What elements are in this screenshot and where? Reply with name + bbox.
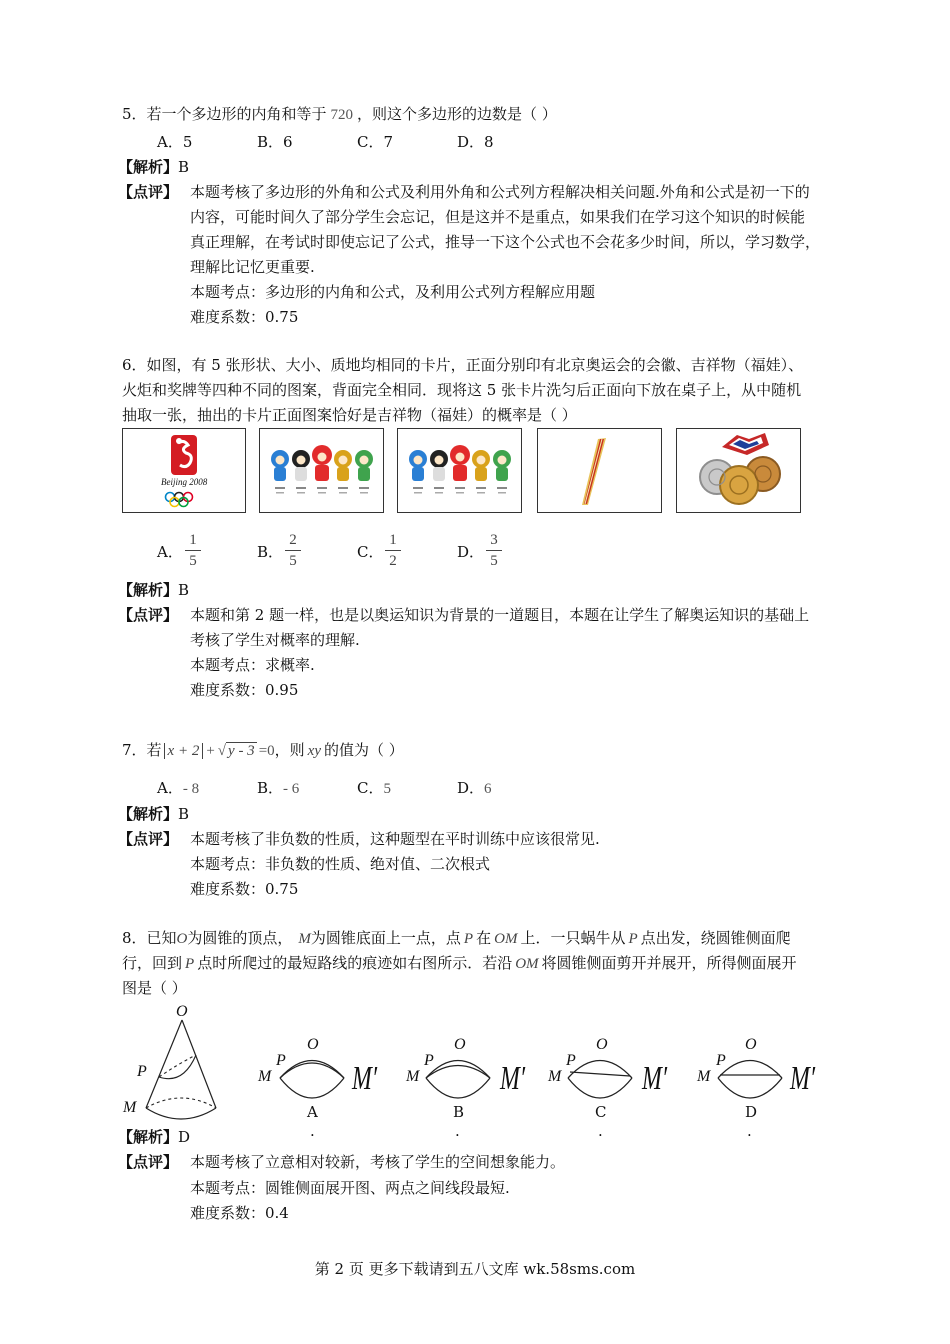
fuwa-mascots-icon — [260, 429, 383, 512]
option-a-label-o: O — [307, 1036, 319, 1053]
cone-label-p: P — [137, 1063, 147, 1080]
option-d-label-mprime: M′ — [790, 1060, 816, 1097]
q7-option-b — [257, 777, 299, 798]
q6-stem-line: 6．如图，有 5 张形状、大小、质地均相同的卡片，正面分别印有北京奥运会的会徽、吉祥物（福娃）、 — [122, 356, 804, 374]
q6-stem-line: 火炬和奖牌等四种不同的图案，背面完全相同．现将这 5 张卡片洗匀后正面向下放在桌子上，从中随机 — [122, 381, 802, 399]
option-c-dot: . — [598, 1122, 603, 1140]
q5-option-a: A．5 — [157, 133, 193, 151]
q7-stem-text-b: ，则 — [274, 741, 305, 759]
option-value: 5 — [383, 781, 391, 797]
emblem-text: Beijing 2008 — [161, 477, 208, 487]
cone-label-o: O — [176, 1003, 188, 1020]
option-b-label-m: M — [406, 1068, 420, 1085]
fraction-bar — [385, 550, 401, 551]
analysis-value: B — [178, 158, 190, 176]
q8-var-om: OM — [494, 931, 518, 947]
q5-points: 本题考点：多边形的内角和公式，及利用公式列方程解应用题 — [190, 283, 596, 301]
option-c-label-p: P — [566, 1052, 576, 1069]
option-d-label-o: O — [745, 1036, 757, 1053]
q8-stem-line2 — [122, 953, 797, 974]
fraction-denominator: 5 — [490, 553, 498, 569]
analysis-label: 【解析】 — [118, 581, 179, 599]
q5-review-label: 【点评】 — [118, 183, 179, 201]
fraction-bar — [486, 550, 502, 551]
q6-review-line: 考核了学生对概率的理解. — [190, 631, 360, 649]
fraction-bar — [185, 550, 201, 551]
q7-stem — [122, 740, 404, 761]
option-b-letter: B — [453, 1103, 465, 1121]
cone-label-m: M — [123, 1099, 137, 1116]
fraction-denominator: 5 — [289, 553, 297, 569]
q7-option-c — [357, 777, 391, 798]
analysis-value: D — [178, 1128, 191, 1146]
q8-var-p: P — [628, 931, 638, 947]
fraction-denominator: 5 — [189, 553, 197, 569]
card-torch — [537, 428, 662, 513]
q8-review-label: 【点评】 — [118, 1153, 179, 1171]
q6-option-d-fraction — [486, 531, 502, 570]
q7-points: 本题考点：非负数的性质、绝对值、二次根式 — [190, 855, 491, 873]
fraction-denominator: 2 — [389, 553, 397, 569]
q8-text: 点出发，绕圆锥侧面爬 — [640, 929, 791, 947]
option-value: - 6 — [283, 781, 300, 797]
q6-stem-line: 抽取一张，抽出的卡片正面图案恰好是吉祥物（福娃）的概率是（ ） — [122, 406, 577, 424]
q5-option-b: B．6 — [257, 133, 293, 151]
card-mascots-2 — [397, 428, 522, 513]
q6-option-c-fraction — [385, 531, 401, 570]
q5-review-line: 本题考核了多边形的外角和公式及利用外角和公式列方程解决相关问题.外角和公式是初一下的 — [190, 183, 810, 201]
option-a-label-p: P — [276, 1052, 286, 1069]
option-c-label-mprime: M′ — [642, 1060, 668, 1097]
q6-analysis — [118, 580, 189, 600]
q8-stem-line1 — [122, 928, 791, 949]
q8-difficulty: 难度系数：0.4 — [190, 1204, 289, 1222]
beijing-emblem-icon — [123, 429, 245, 512]
q6-option-c-label: C． — [357, 543, 384, 561]
q8-text: 为圆锥底面上一点，点 — [310, 929, 461, 947]
q7-analysis — [118, 804, 189, 824]
q5-angle-value: 720 — [330, 107, 354, 123]
fraction-numerator: 1 — [189, 532, 197, 548]
q6-option-d-label: D． — [457, 543, 485, 561]
page-footer: 第 2 页 更多下载请到五八文库 wk.58sms.com — [314, 1260, 636, 1278]
q7-option-d — [457, 777, 492, 798]
analysis-label: 【解析】 — [118, 1128, 179, 1146]
q8-text: 点时所爬过的最短路线的痕迹如右图所示．若沿 — [197, 954, 513, 972]
torch-icon — [538, 429, 661, 512]
fraction-numerator: 3 — [490, 532, 498, 548]
option-d-dot: . — [747, 1122, 752, 1140]
q7-difficulty: 难度系数：0.75 — [190, 880, 299, 898]
q6-option-a-fraction — [185, 531, 201, 570]
fraction-numerator: 2 — [289, 532, 297, 548]
q8-stem-line3: 图是（ ） — [122, 979, 187, 997]
q7-xy: xy — [307, 743, 321, 759]
option-d-label-m: M — [697, 1068, 711, 1085]
analysis-label: 【解析】 — [118, 158, 179, 176]
q8-text: 上．一只蜗牛从 — [520, 929, 626, 947]
q5-stem-text: 5．若一个多边形的内角和等于 — [122, 105, 327, 123]
card-mascots-1 — [259, 428, 384, 513]
card-emblem — [122, 428, 246, 513]
q8-text: 在 — [476, 929, 492, 947]
card-medals — [676, 428, 801, 513]
option-label: D． — [457, 779, 485, 797]
q7-stem-text-c: 的值为（ ） — [324, 741, 404, 759]
q6-review-label: 【点评】 — [118, 606, 179, 624]
analysis-value: B — [178, 805, 190, 823]
q8-analysis — [118, 1127, 190, 1147]
q7-equals: =0 — [258, 743, 275, 759]
option-c-label-o: O — [596, 1036, 608, 1053]
q5-review-line: 真正理解，在考试时即使忘记了公式，推导一下这个公式也不会花多少时间，所以，学习数学， — [190, 233, 821, 251]
option-label: B． — [257, 779, 284, 797]
q8-text: 行，回到 — [122, 954, 183, 972]
q8-text: 为圆锥的顶点， — [187, 929, 293, 947]
option-value: - 8 — [182, 781, 200, 797]
option-d-letter: D — [745, 1103, 758, 1121]
option-a-dot: . — [310, 1122, 315, 1140]
q5-analysis — [118, 157, 189, 177]
q6-option-b-fraction — [285, 531, 301, 570]
option-b-label-o: O — [454, 1036, 466, 1053]
option-label: A． — [157, 779, 183, 797]
q8-var-om: OM — [515, 956, 539, 972]
option-c-letter: C — [595, 1103, 607, 1121]
q5-review-line: 理解比记忆更重要. — [190, 258, 315, 276]
fraction-bar — [285, 550, 301, 551]
q6-option-a-label: A． — [157, 543, 183, 561]
q6-difficulty: 难度系数：0.95 — [190, 681, 299, 699]
q7-stem-text: 7．若 — [122, 741, 162, 759]
q7-sqrt-expr: y - 3 — [228, 743, 255, 759]
q7-option-a — [157, 777, 199, 798]
option-a-letter: A — [307, 1103, 318, 1121]
q8-points: 本题考点：圆锥侧面展开图、两点之间线段最短. — [190, 1179, 510, 1197]
q7-absolute-value: x + 2 — [164, 743, 204, 759]
q5-stem-text-b: ，则这个多边形的边数是（ ） — [357, 105, 557, 123]
q5-difficulty: 难度系数：0.75 — [190, 308, 299, 326]
q8-var-p: P — [185, 956, 195, 972]
option-c-label-m: M — [548, 1068, 562, 1085]
q6-review-line: 本题和第 2 题一样，也是以奥运知识为背景的一道题目，本题在让学生了解奥运知识的基础上 — [190, 606, 810, 624]
q5-stem — [122, 104, 557, 125]
analysis-label: 【解析】 — [118, 805, 179, 823]
q8-var-m: M — [298, 931, 311, 947]
option-b-label-p: P — [424, 1052, 434, 1069]
q5-option-d: D．8 — [457, 133, 494, 151]
option-b-label-mprime: M′ — [500, 1060, 526, 1097]
option-d-label-p: P — [716, 1052, 726, 1069]
q6-option-b-label: B． — [257, 543, 284, 561]
q5-option-c: C．7 — [357, 133, 394, 151]
option-b-dot: . — [455, 1122, 460, 1140]
option-label: C． — [357, 779, 384, 797]
option-value: 6 — [484, 781, 492, 797]
q6-points: 本题考点：求概率. — [190, 656, 315, 674]
fraction-numerator: 1 — [389, 532, 397, 548]
q8-text: 8．已知 — [122, 929, 177, 947]
q7-review-line: 本题考核了非负数的性质，这种题型在平时训练中应该很常见. — [190, 830, 600, 848]
q5-review-line: 内容，可能时间久了部分学生会忘记，但是这并不是重点，如果我们在学习这个知识的时候能 — [190, 208, 806, 226]
medals-icon — [677, 429, 800, 512]
q8-var-p: P — [463, 931, 474, 947]
analysis-value: B — [178, 581, 190, 599]
q8-var-o: O — [176, 931, 188, 947]
q8-review-line: 本题考核了立意相对较新，考核了学生的空间想象能力。 — [190, 1153, 566, 1171]
option-a-label-mprime: M′ — [352, 1060, 378, 1097]
q8-text: 将圆锥侧面剪开并展开，所得侧面展开 — [541, 954, 797, 972]
q7-review-label: 【点评】 — [118, 830, 179, 848]
fuwa-mascots-icon — [398, 429, 521, 512]
sqrt-icon: √ — [217, 743, 227, 759]
q7-plus: + — [206, 743, 215, 759]
option-a-label-m: M — [258, 1068, 272, 1085]
